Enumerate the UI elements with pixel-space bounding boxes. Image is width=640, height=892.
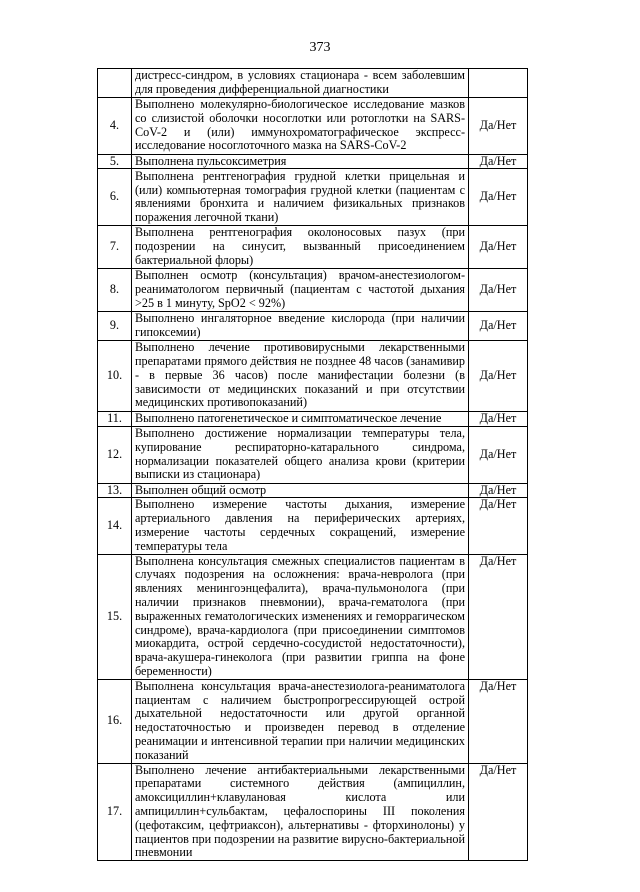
criterion-text: Выполнена рентгенография околоносовых пазух (при подозрении на синусит, вызванный присоединением бактериальной флоры) (132, 226, 469, 268)
criterion-text: Выполнена консультация смежных специалистов пациентам в случаях подозрения на осложнения: врача-невролога (при явлениях менингоэнцефалита), врача-пульмонолога (при наличии признаков пневмонии), врача-гематолога (при выраженных гематологических изменениях и геморрагическом синдроме), врача-кардиолога (при присоединении симптомов миокардита, острой сердечно-сосудистой недостаточности), врача-акушера-гинеколога (при развитии гриппа на фоне беременности) (132, 554, 469, 679)
row-number: 6. (98, 169, 132, 226)
row-number: 16. (98, 679, 132, 763)
answer-cell: Да/Нет (469, 426, 528, 483)
criterion-text: дистресс-синдром, в условиях стационара - всем заболевшим для проведения дифференциальной диагностики (132, 69, 469, 98)
criterion-text: Выполнено молекулярно-биологическое исследование мазков со слизистой оболочки носоглотки или ротоглотки на SARS-CoV-2 и (или) иммунохроматографическое экспресс-исследование носоглоточного мазка на SARS-CoV-2 (132, 97, 469, 154)
row-number: 5. (98, 154, 132, 169)
page-number: 373 (309, 40, 331, 55)
answer-cell: Да/Нет (469, 154, 528, 169)
table-row (98, 340, 528, 411)
row-number: 9. (98, 311, 132, 340)
table-row (98, 426, 528, 483)
row-number: 11. (98, 411, 132, 426)
table-row (98, 554, 528, 679)
criteria-table (97, 68, 528, 861)
criterion-text: Выполнена консультация врача-анестезиолога-реаниматолога пациентам с наличием быстропрогрессирующей острой дыхательной недостаточности или другой органной недостаточностью и произведен перевод в отделение реанимации и интенсивной терапии при наличии медицинских показаний (132, 679, 469, 763)
criterion-text: Выполнена рентгенография грудной клетки прицельная и (или) компьютерная томография грудной клетки (пациентам с явлениями бронхита и наличием физикальных признаков поражения легочной ткани) (132, 169, 469, 226)
table-row (98, 311, 528, 340)
criterion-text: Выполнено достижение нормализации температуры тела, купирование респираторно-катарального синдрома, нормализации показателей общего анализа крови (критерии выписки из стационара) (132, 426, 469, 483)
criterion-text: Выполнено лечение антибактериальными лекарственными препаратами системного действия (ампициллин, амоксициллин+клавулановая кислота или ампициллин+сульбактам, цефалоспорины III поколения (цефотаксим, цефтриаксон), альтернативы - фторхинолоны) у пациентов при подозрении на развитие вирусно-бактериальной пневмонии (132, 763, 469, 861)
table-row (98, 97, 528, 154)
answer-cell: Да/Нет (469, 483, 528, 498)
table-row (98, 154, 528, 169)
row-number: 17. (98, 763, 132, 861)
criterion-text: Выполнена пульсоксиметрия (132, 154, 469, 169)
table-row (98, 411, 528, 426)
row-number: 10. (98, 340, 132, 411)
answer-cell: Да/Нет (469, 97, 528, 154)
answer-cell: Да/Нет (469, 268, 528, 311)
row-number: 7. (98, 226, 132, 268)
table-row (98, 679, 528, 763)
table-row (98, 69, 528, 98)
criterion-text: Выполнено патогенетическое и симптоматическое лечение (132, 411, 469, 426)
answer-cell: Да/Нет (469, 226, 528, 268)
answer-cell: Да/Нет (469, 169, 528, 226)
answer-cell: Да/Нет (469, 763, 528, 861)
row-number: 8. (98, 268, 132, 311)
table-row (98, 169, 528, 226)
answer-cell: Да/Нет (469, 679, 528, 763)
criterion-text: Выполнен общий осмотр (132, 483, 469, 498)
table-row (98, 498, 528, 554)
table-row (98, 268, 528, 311)
row-number: 14. (98, 498, 132, 554)
answer-cell: Да/Нет (469, 498, 528, 554)
row-number: 4. (98, 97, 132, 154)
answer-cell: Да/Нет (469, 340, 528, 411)
row-number: 13. (98, 483, 132, 498)
row-number: 15. (98, 554, 132, 679)
row-number (98, 69, 132, 98)
answer-cell: Да/Нет (469, 311, 528, 340)
answer-cell: Да/Нет (469, 554, 528, 679)
criterion-text: Выполнено измерение частоты дыхания, измерение артериального давления на периферических артериях, измерение частоты сердечных сокращений, измерение температуры тела (132, 498, 469, 554)
table-row (98, 763, 528, 861)
criterion-text: Выполнен осмотр (консультация) врачом-анестезиологом-реаниматологом первичный (пациентам с частотой дыхания >25 в 1 минуту, SpO2 < 92%) (132, 268, 469, 311)
table-row (98, 483, 528, 498)
row-number: 12. (98, 426, 132, 483)
answer-cell: Да/Нет (469, 411, 528, 426)
criterion-text: Выполнено ингаляторное введение кислорода (при наличии гипоксемии) (132, 311, 469, 340)
criterion-text: Выполнено лечение противовирусными лекарственными препаратами прямого действия не позднее 48 часов (занамивир - в первые 36 часов) после манифестации болезни (в зависимости от медицинских показаний и при отсутствии медицинских противопоказаний) (132, 340, 469, 411)
table-row (98, 226, 528, 268)
answer-cell (469, 69, 528, 98)
